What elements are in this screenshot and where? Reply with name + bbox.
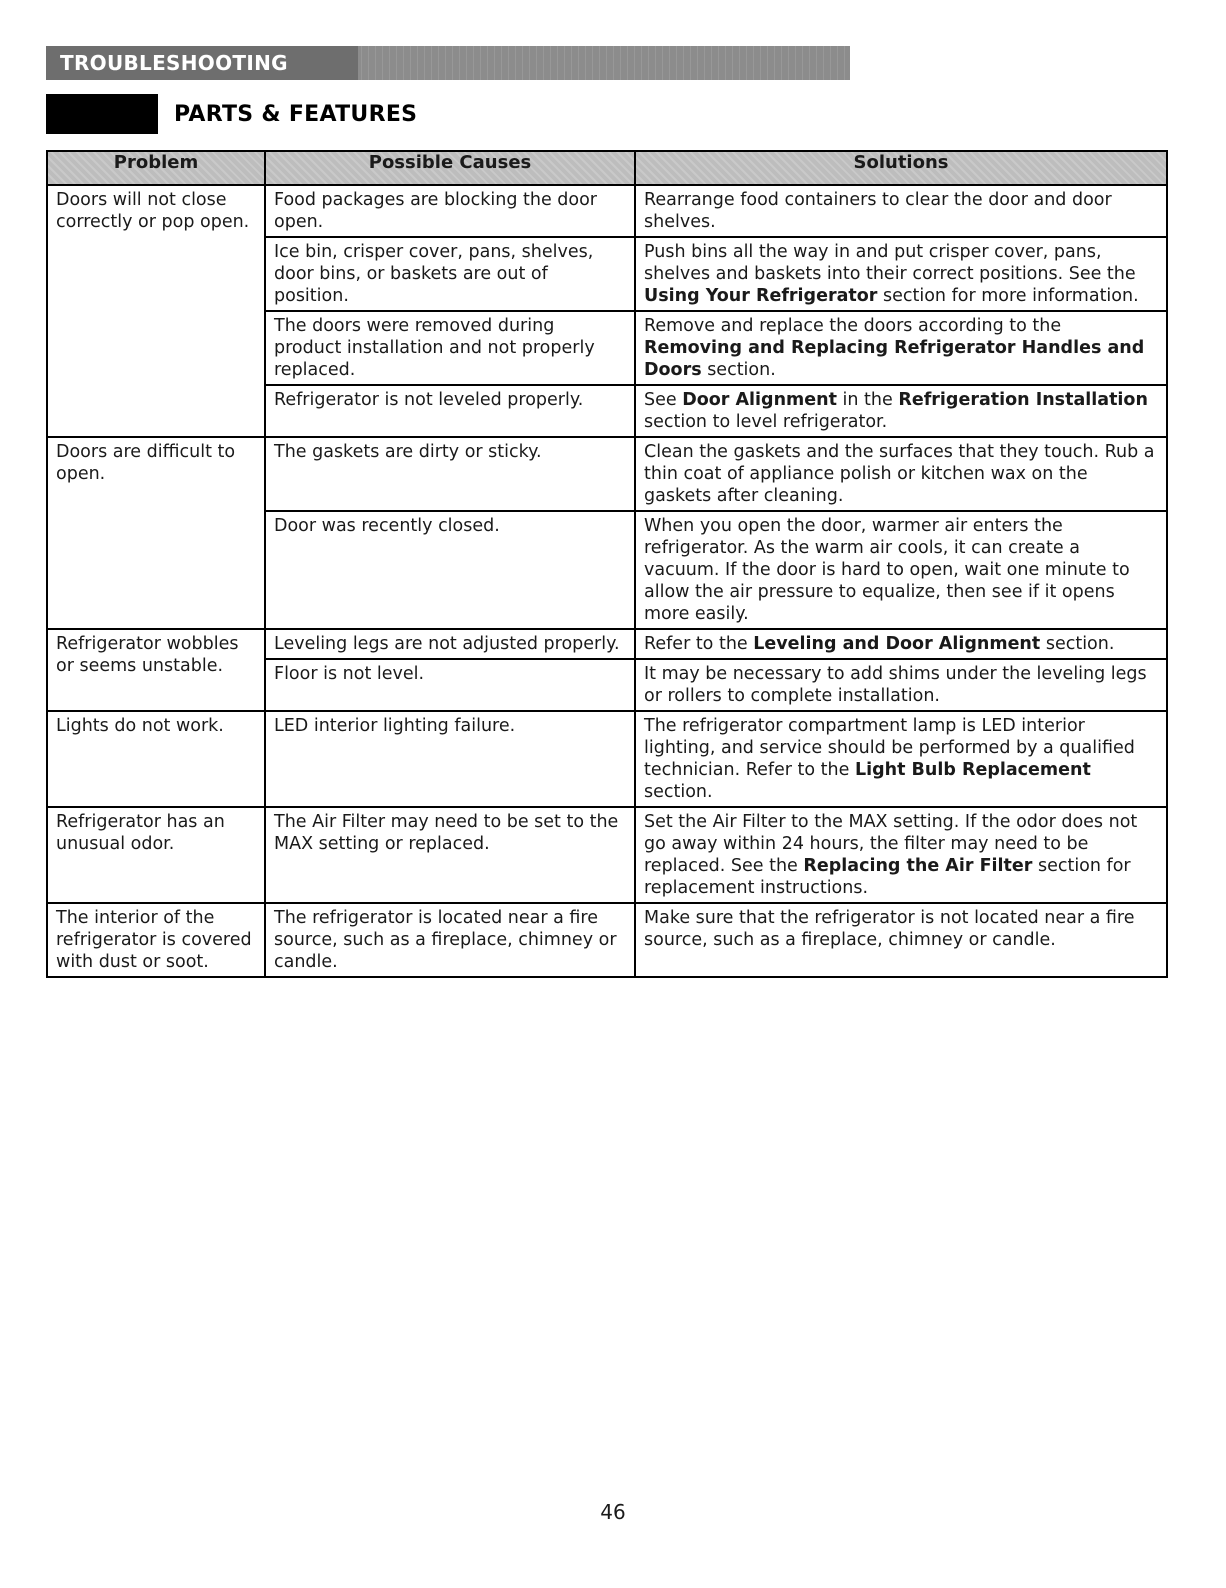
solution-text: When you open the door, warmer air enters the refrigerator. As the warm air cools, it can create a vacuum. If the door is hard to open, wait one minute to allow the air pressure to equalize, then see if it opens more easily. [644,516,1130,624]
solution-text: It may be necessary to add shims under the leveling legs or rollers to complete installation. [644,664,1147,706]
table-header-row [47,151,1167,185]
problem-cell: Refrigerator wobbles or seems unstable. [47,629,265,711]
problem-cell: Refrigerator has an unusual odor. [47,807,265,903]
problem-cell: Doors will not close correctly or pop open. [47,185,265,437]
solution-cell [635,807,1167,903]
solution-reference: Door Alignment [682,390,837,410]
table-row [47,437,1167,511]
solution-text: Remove and replace the doors according to the [644,316,1062,336]
solution-cell [635,185,1167,237]
solution-reference: Removing and Replacing Refrigerator Handles and Doors [644,338,1145,380]
problem-cell: The interior of the refrigerator is covered with dust or soot. [47,903,265,977]
cause-cell: Leveling legs are not adjusted properly. [265,629,635,659]
cause-cell: The doors were removed during product installation and not properly replaced. [265,311,635,385]
table-body [47,185,1167,977]
solution-cell [635,903,1167,977]
solution-text: Push bins all the way in and put crisper cover, pans, shelves and baskets into their correct positions. See the [644,242,1136,284]
solution-cell [635,711,1167,807]
solution-cell [635,237,1167,311]
page-number: 46 [600,1500,626,1524]
problem-cell: Doors are difficult to open. [47,437,265,629]
troubleshooting-banner [46,46,850,80]
cause-cell: The refrigerator is located near a fire source, such as a fireplace, chimney or candle. [265,903,635,977]
solution-reference: Refrigeration Installation [898,390,1148,410]
cause-cell: Refrigerator is not leveled properly. [265,385,635,437]
column-header-solutions: Solutions [635,151,1167,185]
cause-cell: LED interior lighting failure. [265,711,635,807]
solution-text: Clean the gaskets and the surfaces that they touch. Rub a thin coat of appliance polish or kitchen wax on the gaskets after cleaning. [644,442,1155,506]
solution-cell [635,437,1167,511]
table-row [47,711,1167,807]
solution-text: section. [1040,634,1115,654]
table-row [47,185,1167,237]
cause-cell: The gaskets are dirty or sticky. [265,437,635,511]
solution-reference: Leveling and Door Alignment [753,634,1041,654]
solution-text: See [644,390,683,410]
solution-text: section. [644,782,713,802]
solution-cell [635,511,1167,629]
cause-cell: Floor is not level. [265,659,635,711]
solution-cell [635,385,1167,437]
solution-text: Rearrange food containers to clear the door and door shelves. [644,190,1112,232]
solution-text: section for replacement instructions. [644,856,1131,898]
solution-text: Refer to the [644,634,754,654]
problem-cell: Lights do not work. [47,711,265,807]
solution-reference: Replacing the Air Filter [803,856,1033,876]
cause-cell: Door was recently closed. [265,511,635,629]
cause-cell: Ice bin, crisper cover, pans, shelves, door bins, or baskets are out of position. [265,237,635,311]
banner-title: TROUBLESHOOTING [46,46,358,80]
column-header-causes: Possible Causes [265,151,635,185]
solution-reference: Light Bulb Replacement [854,760,1091,780]
table-row [47,807,1167,903]
solution-text: section for more information. [877,286,1139,306]
table-row [47,903,1167,977]
section-title: PARTS & FEATURES [174,102,418,127]
troubleshooting-table [46,150,1168,978]
solution-text: section to level refrigerator. [644,412,888,432]
solution-reference: Using Your Refrigerator [644,286,878,306]
solution-text: Make sure that the refrigerator is not located near a fire source, such as a fireplace, chimney or candle. [644,908,1135,950]
solution-text: section. [701,360,776,380]
solution-text: Set the Air Filter to the MAX setting. If the odor does not go away within 24 hours, the filter may need to be replaced. See the [644,812,1138,876]
column-header-problem: Problem [47,151,265,185]
solution-cell [635,629,1167,659]
cause-cell: Food packages are blocking the door open. [265,185,635,237]
solution-cell [635,311,1167,385]
solution-text: in the [836,390,899,410]
table-row [47,629,1167,659]
section-marker-block [46,94,158,134]
solution-cell [635,659,1167,711]
solution-text: The refrigerator compartment lamp is LED interior lighting, and service should be performed by a qualified technician. Refer to the [644,716,1135,780]
cause-cell: The Air Filter may need to be set to the MAX setting or replaced. [265,807,635,903]
